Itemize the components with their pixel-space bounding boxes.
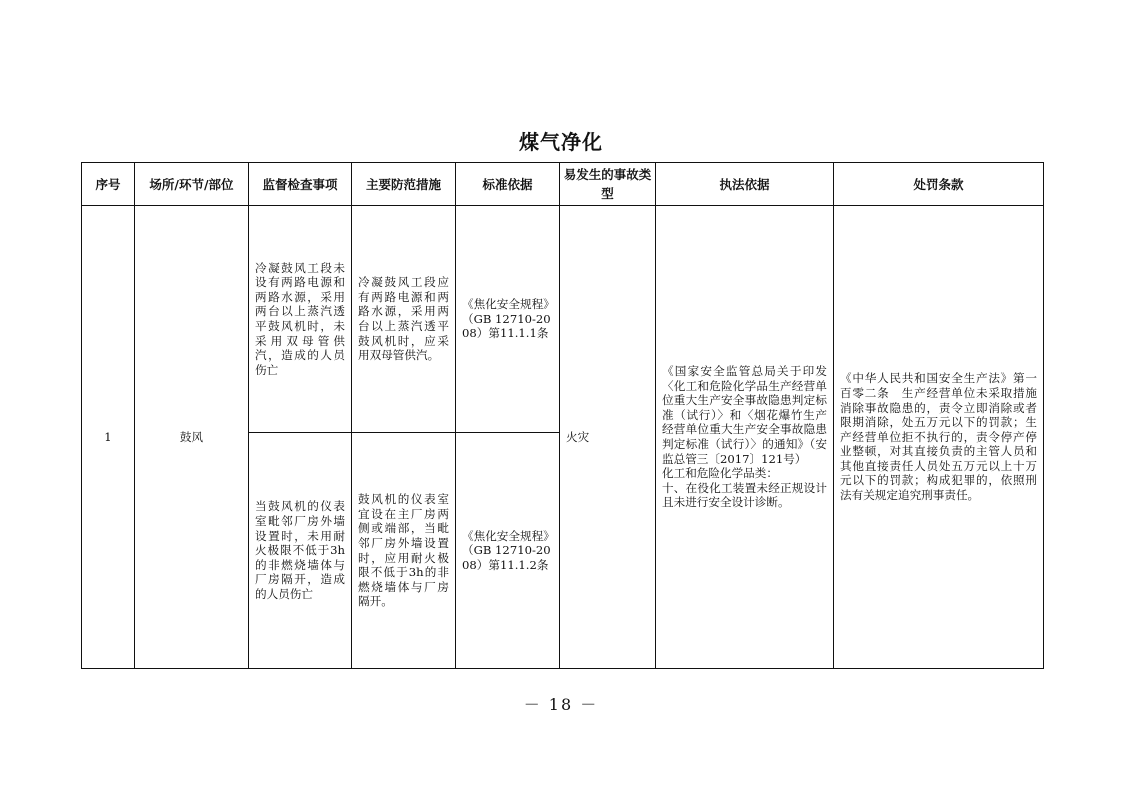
penalty-clause: 《中华人民共和国安全生产法》第一百零二条 生产经营单位未采取措施消除事故隐患的，责令立即消除或者限期消除，处五万元以下的罚款；生产经营单位拒不执行的，责令停产停业整顿，对其直接负责的主管人员和其他直接责任人员处五万元以上十万元以下的罚款；构成犯罪的，依照刑法有关规定追究刑事责任。 (834, 206, 1044, 669)
table-row (82, 206, 1044, 433)
standard-2: 《焦化安全规程》（GB 12710-2008）第11.1.2条 (456, 433, 560, 669)
law-basis: 《国家安全监管总局关于印发〈化工和危险化学品生产经营单位重大生产安全事故隐患判定标准（试行）〉和〈烟花爆竹生产经营单位重大生产安全事故隐患判定标准（试行）〉的通知》（安监总管三〔2017〕121号） 化工和危险化学品类： 十、在役化工装置未经正规设计且未进行安全设计诊断。 (656, 206, 834, 669)
row-location: 鼓风 (135, 206, 249, 669)
header-law-basis: 执法依据 (656, 163, 834, 206)
measure-1: 冷凝鼓风工段应有两路电源和两路水源，采用两台以上蒸汽透平鼓风机时，应采用双母管供汽。 (352, 206, 456, 433)
header-location: 场所/环节/部位 (135, 163, 249, 206)
page-title: 煤气净化 (519, 130, 603, 154)
measure-2: 鼓风机的仪表室宜设在主厂房两侧或端部，当毗邻厂房外墙设置时，应用耐火极限不低于3h的非燃烧墙体与厂房隔开。 (352, 433, 456, 669)
inspection-table (81, 162, 1044, 669)
check-item-2: 当鼓风机的仪表室毗邻厂房外墙设置时，未用耐火极限不低于3h的非燃烧墙体与厂房隔开，造成的人员伤亡 (249, 433, 352, 669)
accident-type: 火灾 (560, 206, 656, 669)
standard-1: 《焦化安全规程》（GB 12710-2008）第11.1.1条 (456, 206, 560, 433)
header-check-item: 监督检查事项 (249, 163, 352, 206)
header-index: 序号 (82, 163, 135, 206)
table-header-row (82, 163, 1044, 206)
header-measure: 主要防范措施 (352, 163, 456, 206)
header-accident-type: 易发生的事故类型 (560, 163, 656, 206)
row-index: 1 (82, 206, 135, 669)
page-number: － 18 － (523, 695, 599, 714)
header-penalty: 处罚条款 (834, 163, 1044, 206)
header-standard: 标准依据 (456, 163, 560, 206)
check-item-1: 冷凝鼓风工段未设有两路电源和两路水源，采用两台以上蒸汽透平鼓风机时，未采用双母管供汽，造成的人员伤亡 (249, 206, 352, 433)
